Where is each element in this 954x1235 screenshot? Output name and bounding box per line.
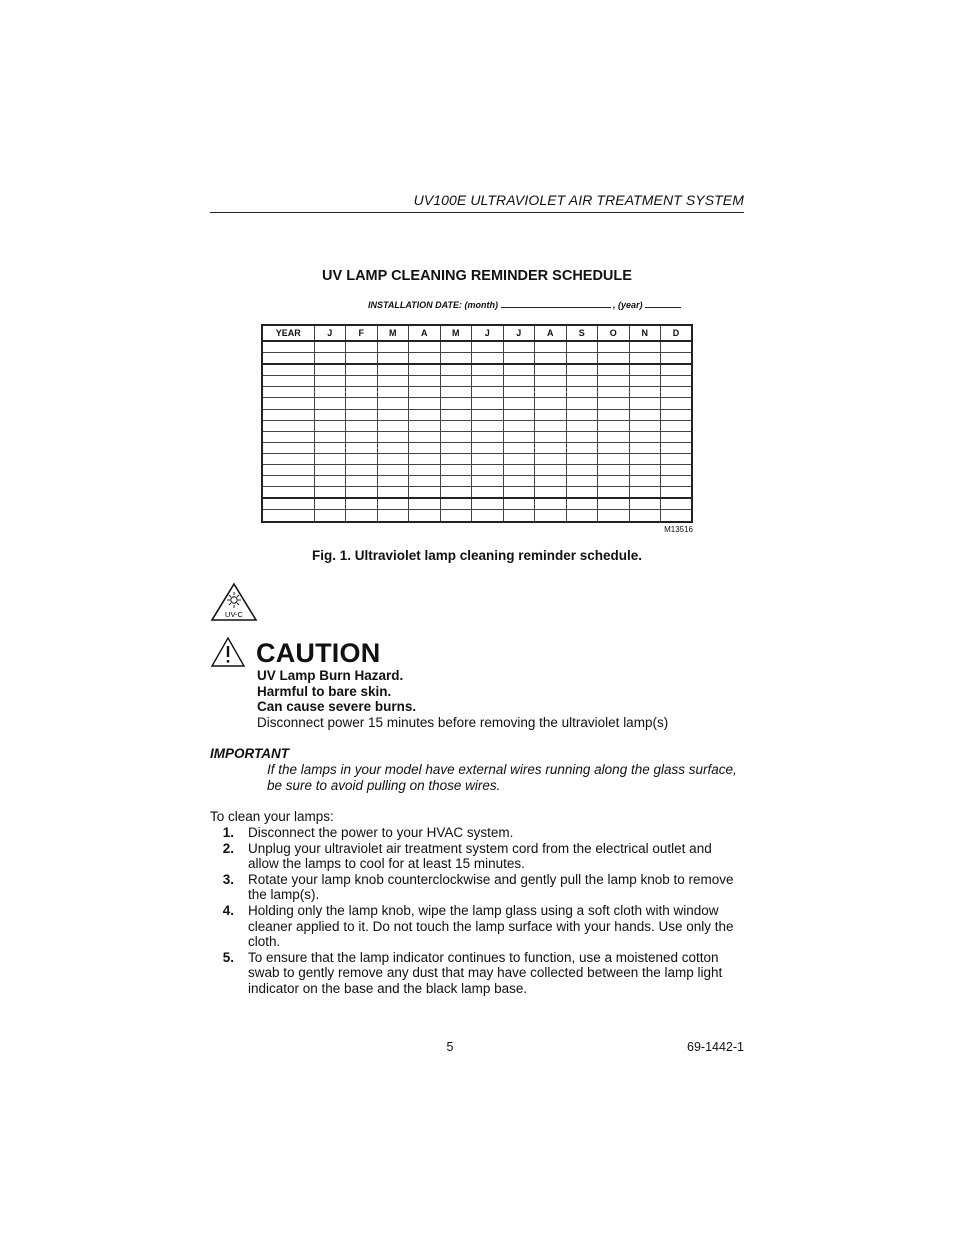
schedule-cell <box>629 465 661 476</box>
schedule-row <box>262 387 692 398</box>
schedule-cell <box>661 364 693 376</box>
schedule-row <box>262 453 692 464</box>
schedule-cell <box>503 376 535 387</box>
schedule-cell <box>566 364 598 376</box>
schedule-cell <box>566 476 598 487</box>
schedule-cell <box>409 364 441 376</box>
schedule-cell <box>503 341 535 353</box>
schedule-row <box>262 420 692 431</box>
schedule-cell <box>377 387 409 398</box>
schedule-cell <box>262 409 314 420</box>
schedule-body <box>262 341 692 522</box>
instructions-intro: To clean your lamps: <box>210 809 334 824</box>
schedule-cell <box>314 387 346 398</box>
schedule-cell <box>377 487 409 499</box>
schedule-cell <box>535 341 567 353</box>
schedule-cell <box>409 510 441 522</box>
schedule-cell <box>566 420 598 431</box>
schedule-cell <box>566 409 598 420</box>
schedule-cell <box>409 476 441 487</box>
schedule-column-header: J <box>503 325 535 341</box>
schedule-cell <box>566 487 598 499</box>
schedule-column-header: S <box>566 325 598 341</box>
schedule-cell <box>377 453 409 464</box>
schedule-row <box>262 409 692 420</box>
schedule-cell <box>262 431 314 442</box>
schedule-cell <box>262 364 314 376</box>
caution-line-4: Disconnect power 15 minutes before removing the ultraviolet lamp(s) <box>257 714 669 730</box>
schedule-cell <box>566 453 598 464</box>
schedule-cell <box>346 364 378 376</box>
schedule-cell <box>598 476 630 487</box>
schedule-cell <box>314 442 346 453</box>
schedule-column-header: O <box>598 325 630 341</box>
schedule-cell <box>472 376 504 387</box>
schedule-cell <box>440 476 472 487</box>
schedule-cell <box>472 398 504 409</box>
schedule-cell <box>314 498 346 510</box>
schedule-cell <box>262 487 314 499</box>
schedule-row <box>262 364 692 376</box>
schedule-cell <box>314 487 346 499</box>
schedule-cell <box>503 487 535 499</box>
schedule-cell <box>440 453 472 464</box>
schedule-cell <box>629 453 661 464</box>
schedule-cell <box>409 442 441 453</box>
schedule-cell <box>377 353 409 365</box>
schedule-cell <box>314 353 346 365</box>
schedule-cell <box>440 465 472 476</box>
year-label: , (year) <box>613 300 643 310</box>
schedule-column-header: N <box>629 325 661 341</box>
important-label: IMPORTANT <box>210 746 289 761</box>
schedule-row <box>262 465 692 476</box>
schedule-column-header: M <box>377 325 409 341</box>
schedule-cell <box>377 409 409 420</box>
uvc-label: UV-C <box>225 610 243 619</box>
schedule-cell <box>314 341 346 353</box>
schedule-cell <box>346 387 378 398</box>
caution-line-3: Can cause severe burns. <box>257 699 417 714</box>
schedule-cell <box>377 420 409 431</box>
schedule-row <box>262 510 692 522</box>
caution-line-2: Harmful to bare skin. <box>257 683 392 699</box>
step-number: 3. <box>222 871 234 887</box>
schedule-column-header: J <box>314 325 346 341</box>
schedule-column-header: D <box>661 325 693 341</box>
schedule-cell <box>346 487 378 499</box>
important-text: If the lamps in your model have external wires running along the glass surface, be sure to avoid pulling on those wires. <box>267 762 737 793</box>
schedule-cell <box>440 341 472 353</box>
schedule-cell <box>598 376 630 387</box>
schedule-cell <box>661 341 693 353</box>
caution-text <box>257 668 757 730</box>
schedule-cell <box>346 442 378 453</box>
schedule-cell <box>566 341 598 353</box>
schedule-cell <box>314 420 346 431</box>
step-number: 5. <box>222 949 234 965</box>
schedule-cell <box>472 442 504 453</box>
figure-id: M13516 <box>664 525 693 534</box>
schedule-cell <box>566 353 598 365</box>
schedule-cell <box>377 442 409 453</box>
schedule-cell <box>535 498 567 510</box>
schedule-cell <box>472 364 504 376</box>
schedule-cell <box>314 465 346 476</box>
schedule-cell <box>629 420 661 431</box>
schedule-cell <box>262 398 314 409</box>
step-text: Disconnect the power to your HVAC system. <box>248 825 514 840</box>
schedule-cell <box>566 498 598 510</box>
schedule-cell <box>598 387 630 398</box>
schedule-cell <box>503 409 535 420</box>
schedule-cell <box>262 510 314 522</box>
schedule-column-header: M <box>440 325 472 341</box>
schedule-cell <box>409 453 441 464</box>
schedule-column-header: A <box>535 325 567 341</box>
schedule-cell <box>629 353 661 365</box>
step-item <box>210 903 745 950</box>
schedule-cell <box>377 510 409 522</box>
schedule-cell <box>409 376 441 387</box>
schedule-cell <box>535 420 567 431</box>
caution-line-1: UV Lamp Burn Hazard. <box>257 668 404 683</box>
schedule-cell <box>535 376 567 387</box>
schedule-cell <box>535 387 567 398</box>
schedule-cell <box>503 364 535 376</box>
schedule-cell <box>535 476 567 487</box>
schedule-cell <box>440 409 472 420</box>
schedule-cell <box>503 498 535 510</box>
schedule-cell <box>566 465 598 476</box>
schedule-cell <box>566 376 598 387</box>
installation-date-line <box>368 300 681 310</box>
figure-caption: Fig. 1. Ultraviolet lamp cleaning reminder schedule. <box>311 548 643 563</box>
schedule-cell <box>346 376 378 387</box>
schedule-cell <box>346 420 378 431</box>
schedule-cell <box>377 465 409 476</box>
schedule-cell <box>598 453 630 464</box>
schedule-cell <box>535 364 567 376</box>
schedule-cell <box>535 398 567 409</box>
schedule-cell <box>566 398 598 409</box>
schedule-cell <box>503 353 535 365</box>
schedule-cell <box>472 476 504 487</box>
schedule-cell <box>503 420 535 431</box>
schedule-column-header: F <box>346 325 378 341</box>
schedule-cell <box>598 364 630 376</box>
schedule-cell <box>661 409 693 420</box>
schedule-cell <box>472 465 504 476</box>
schedule-row <box>262 476 692 487</box>
schedule-cell <box>346 453 378 464</box>
schedule-cell <box>535 353 567 365</box>
schedule-cell <box>661 431 693 442</box>
step-text: Unplug your ultraviolet air treatment system cord from the electrical outlet and allow the lamps to cool for at least 15 minutes. <box>248 840 712 872</box>
schedule-cell <box>314 476 346 487</box>
schedule-cell <box>409 420 441 431</box>
uvc-hazard-icon <box>210 582 258 622</box>
schedule-header-row <box>262 325 692 341</box>
schedule-cell <box>262 387 314 398</box>
step-number: 4. <box>222 902 234 918</box>
schedule-cell <box>503 476 535 487</box>
header-rule <box>210 212 744 213</box>
schedule-cell <box>409 465 441 476</box>
schedule-column-header: A <box>409 325 441 341</box>
schedule-cell <box>472 341 504 353</box>
schedule-cell <box>472 387 504 398</box>
schedule-row <box>262 442 692 453</box>
schedule-cell <box>503 387 535 398</box>
schedule-cell <box>346 431 378 442</box>
schedule-cell <box>629 409 661 420</box>
schedule-cell <box>440 376 472 387</box>
step-item <box>210 841 745 872</box>
reminder-schedule-table <box>261 324 693 523</box>
schedule-cell <box>629 376 661 387</box>
schedule-cell <box>314 409 346 420</box>
schedule-cell <box>472 431 504 442</box>
schedule-cell <box>598 341 630 353</box>
instruction-steps <box>210 825 745 997</box>
schedule-cell <box>535 487 567 499</box>
schedule-cell <box>262 420 314 431</box>
schedule-cell <box>661 487 693 499</box>
schedule-cell <box>598 487 630 499</box>
schedule-cell <box>440 398 472 409</box>
schedule-cell <box>440 364 472 376</box>
schedule-cell <box>346 409 378 420</box>
schedule-row <box>262 398 692 409</box>
schedule-cell <box>262 465 314 476</box>
document-number: 69-1442-1 <box>687 1040 744 1054</box>
step-item <box>210 872 745 903</box>
schedule-cell <box>503 453 535 464</box>
schedule-cell <box>598 420 630 431</box>
schedule-cell <box>262 498 314 510</box>
schedule-cell <box>440 431 472 442</box>
schedule-cell <box>314 376 346 387</box>
schedule-cell <box>598 510 630 522</box>
schedule-row <box>262 498 692 510</box>
schedule-column-header: YEAR <box>262 325 314 341</box>
schedule-cell <box>503 442 535 453</box>
schedule-cell <box>377 398 409 409</box>
schedule-cell <box>440 442 472 453</box>
schedule-cell <box>598 465 630 476</box>
schedule-row <box>262 341 692 353</box>
schedule-cell <box>409 387 441 398</box>
running-header: UV100E ULTRAVIOLET AIR TREATMENT SYSTEM <box>413 192 744 208</box>
step-text: To ensure that the lamp indicator continues to function, use a moistened cotton swab to gently remove any dust that may have collected between the lamp light indicator on the base and the black lamp base. <box>248 949 723 996</box>
step-text: Holding only the lamp knob, wipe the lamp glass using a soft cloth with window cleaner applied to it. Do not touch the lamp surface with your hands. Use only the cloth. <box>248 902 734 950</box>
schedule-cell <box>262 341 314 353</box>
warning-triangle-icon <box>210 636 246 668</box>
schedule-cell <box>503 465 535 476</box>
schedule-cell <box>503 398 535 409</box>
schedule-cell <box>409 487 441 499</box>
schedule-cell <box>409 398 441 409</box>
schedule-cell <box>472 498 504 510</box>
schedule-cell <box>629 476 661 487</box>
schedule-cell <box>409 498 441 510</box>
schedule-cell <box>598 431 630 442</box>
page-number: 5 <box>446 1040 454 1054</box>
schedule-cell <box>661 510 693 522</box>
schedule-cell <box>661 420 693 431</box>
schedule-cell <box>598 498 630 510</box>
schedule-cell <box>661 442 693 453</box>
schedule-cell <box>472 420 504 431</box>
schedule-row <box>262 487 692 499</box>
schedule-cell <box>377 376 409 387</box>
schedule-cell <box>472 453 504 464</box>
schedule-cell <box>377 431 409 442</box>
schedule-cell <box>377 341 409 353</box>
schedule-cell <box>598 442 630 453</box>
year-blank <box>645 307 681 308</box>
schedule-cell <box>629 364 661 376</box>
schedule-cell <box>566 431 598 442</box>
schedule-cell <box>566 442 598 453</box>
schedule-cell <box>629 442 661 453</box>
caution-title: CAUTION <box>256 638 381 668</box>
schedule-cell <box>629 398 661 409</box>
schedule-cell <box>629 510 661 522</box>
schedule-row <box>262 376 692 387</box>
schedule-cell <box>661 476 693 487</box>
schedule-cell <box>629 341 661 353</box>
schedule-cell <box>535 442 567 453</box>
schedule-cell <box>346 498 378 510</box>
schedule-cell <box>346 353 378 365</box>
schedule-cell <box>503 510 535 522</box>
schedule-cell <box>661 376 693 387</box>
schedule-cell <box>629 431 661 442</box>
schedule-cell <box>262 353 314 365</box>
installation-date-label: INSTALLATION DATE: (month) <box>368 300 498 310</box>
schedule-cell <box>440 487 472 499</box>
schedule-cell <box>377 498 409 510</box>
schedule-cell <box>314 398 346 409</box>
schedule-cell <box>440 420 472 431</box>
schedule-cell <box>377 476 409 487</box>
schedule-cell <box>409 353 441 365</box>
step-item <box>210 950 745 997</box>
schedule-cell <box>409 341 441 353</box>
schedule-cell <box>472 510 504 522</box>
schedule-cell <box>598 353 630 365</box>
schedule-cell <box>314 431 346 442</box>
schedule-cell <box>440 510 472 522</box>
schedule-cell <box>535 510 567 522</box>
schedule-row <box>262 353 692 365</box>
schedule-cell <box>346 341 378 353</box>
schedule-cell <box>409 431 441 442</box>
schedule-cell <box>440 498 472 510</box>
schedule-cell <box>346 476 378 487</box>
schedule-cell <box>262 476 314 487</box>
schedule-cell <box>346 510 378 522</box>
schedule-cell <box>661 498 693 510</box>
schedule-cell <box>598 409 630 420</box>
schedule-cell <box>661 453 693 464</box>
month-blank <box>501 307 611 308</box>
schedule-cell <box>566 387 598 398</box>
step-item <box>210 825 745 841</box>
schedule-cell <box>314 453 346 464</box>
schedule-cell <box>598 398 630 409</box>
schedule-column-header: J <box>472 325 504 341</box>
schedule-cell <box>535 431 567 442</box>
schedule-cell <box>629 487 661 499</box>
schedule-cell <box>629 498 661 510</box>
schedule-cell <box>262 442 314 453</box>
schedule-cell <box>472 353 504 365</box>
schedule-title: UV LAMP CLEANING REMINDER SCHEDULE <box>322 268 632 284</box>
schedule-cell <box>314 364 346 376</box>
schedule-cell <box>262 376 314 387</box>
schedule-cell <box>566 510 598 522</box>
schedule-cell <box>503 431 535 442</box>
schedule-cell <box>346 398 378 409</box>
schedule-cell <box>535 465 567 476</box>
schedule-cell <box>661 398 693 409</box>
schedule-cell <box>346 465 378 476</box>
schedule-cell <box>629 387 661 398</box>
schedule-cell <box>440 353 472 365</box>
schedule-cell <box>262 453 314 464</box>
schedule-cell <box>472 409 504 420</box>
step-number: 2. <box>222 840 234 856</box>
schedule-cell <box>314 510 346 522</box>
schedule-cell <box>535 453 567 464</box>
step-number: 1. <box>222 825 234 840</box>
schedule-cell <box>661 465 693 476</box>
schedule-cell <box>661 353 693 365</box>
step-text: Rotate your lamp knob counterclockwise and gently pull the lamp knob to remove the lamp(s). <box>248 871 734 903</box>
schedule-cell <box>661 387 693 398</box>
schedule-cell <box>440 387 472 398</box>
schedule-row <box>262 431 692 442</box>
schedule-cell <box>535 409 567 420</box>
schedule-cell <box>409 409 441 420</box>
schedule-cell <box>377 364 409 376</box>
schedule-cell <box>472 487 504 499</box>
